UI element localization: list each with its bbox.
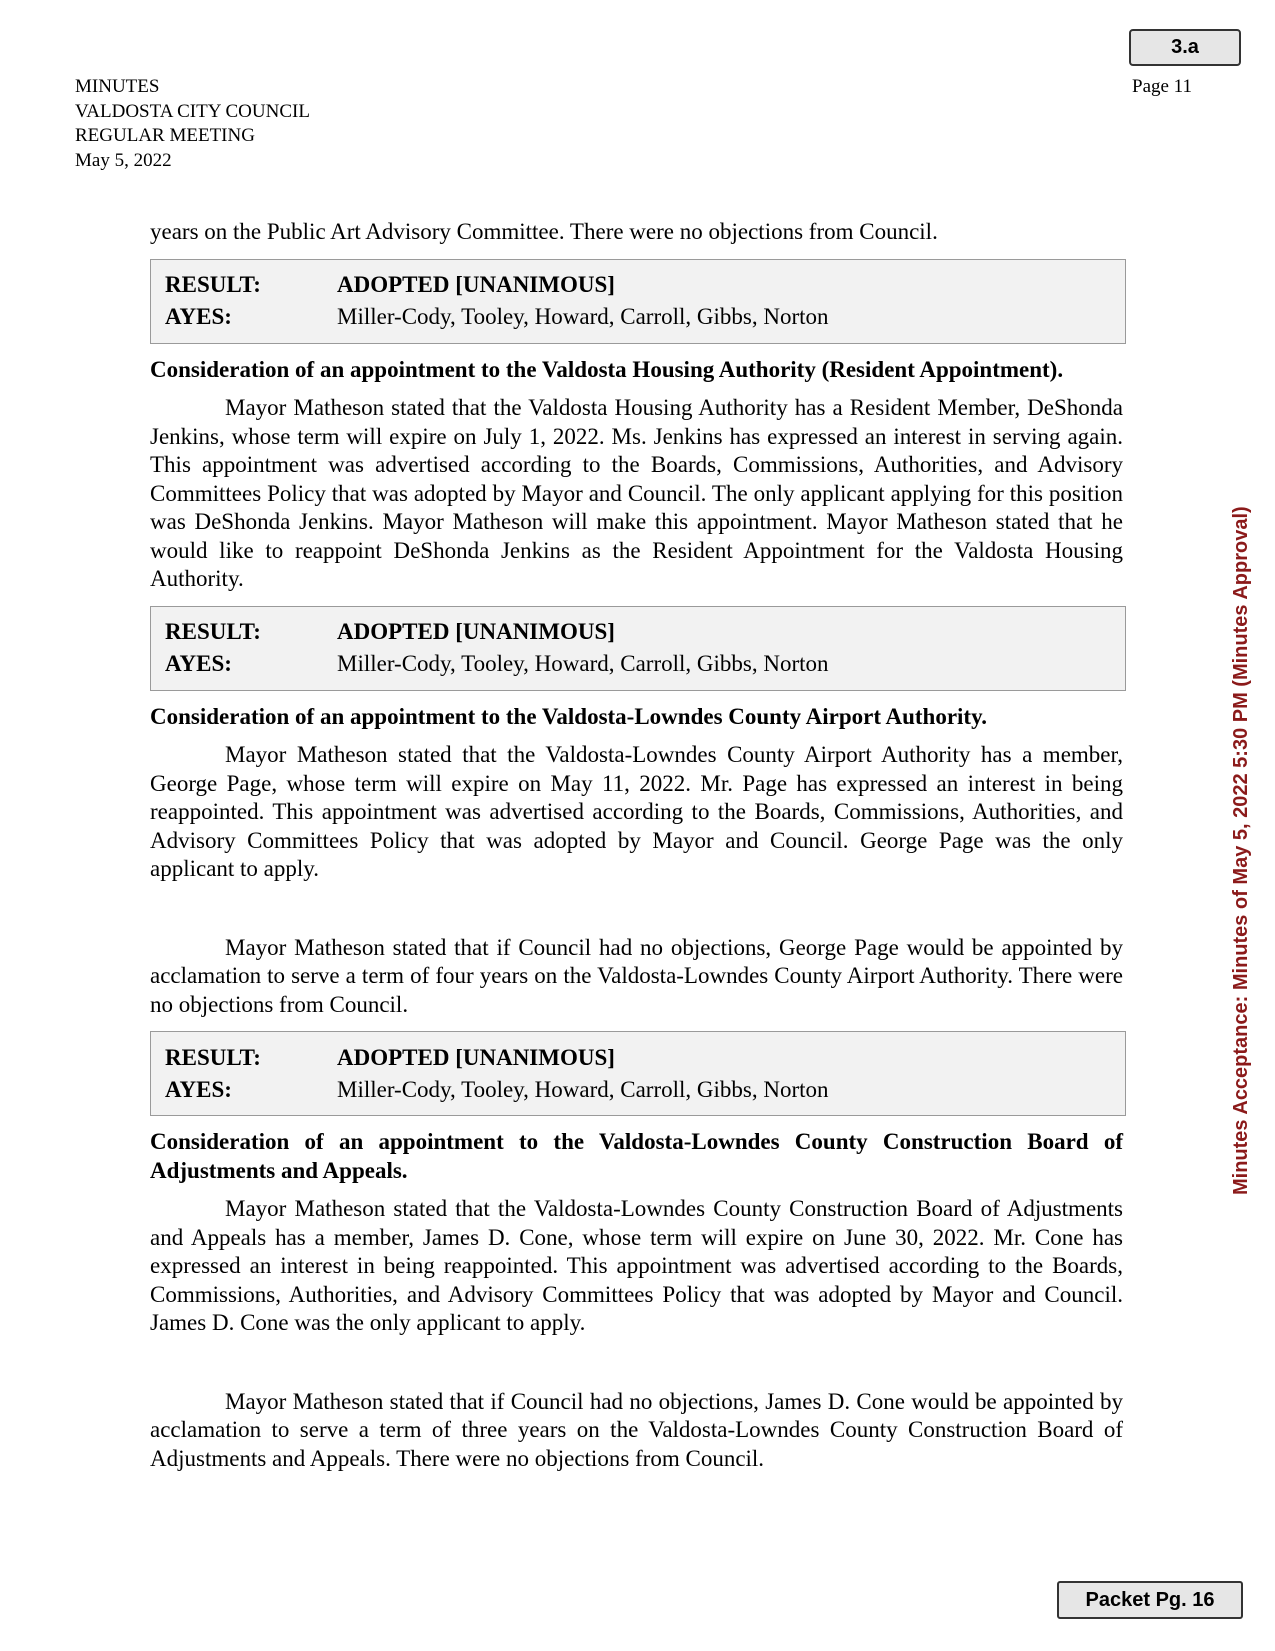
header-date: May 5, 2022: [75, 149, 172, 171]
section-paragraph: Mayor Matheson stated that the Valdosta-Lowndes County Airport Authority has a member, George Page, whose term will expire on May 11, 2022. Mr. Page has expressed an interest in being reappointed. This appointment was advertised according to the Boards, Commissions, Authorities, and Advisory Committees Policy that was adopted by Mayor and Council. George Page was the only applicant to apply.: [150, 742, 1123, 881]
section-heading: Consideration of an appointment to the Valdosta Housing Authority (Resident Appointment).: [150, 356, 1064, 382]
result-box: [150, 606, 1126, 691]
section-paragraph: Mayor Matheson stated that if Council had no objections, George Page would be appointed by acclamation to serve a term of four years on the Valdosta-Lowndes County Airport Authority. There were no objections from Council.: [150, 934, 1123, 1017]
item-tag: 3.a: [1129, 29, 1241, 66]
document-header: [75, 75, 310, 173]
result-value: ADOPTED [UNANIMOUS]: [337, 1044, 615, 1070]
section-paragraph: Mayor Matheson stated that if Council had no objections, James D. Cone would be appointed by acclamation to serve a term of three years on the Valdosta-Lowndes County Construction Board of Adjustments and Appeals. There were no objections from Council.: [150, 1388, 1123, 1471]
ayes-label: AYES:: [165, 304, 232, 330]
header-organization: VALDOSTA CITY COUNCIL: [75, 100, 310, 122]
result-box: [150, 259, 1126, 344]
result-label: RESULT:: [165, 272, 261, 298]
result-value: ADOPTED [UNANIMOUS]: [337, 272, 615, 298]
ayes-label: AYES:: [165, 1076, 232, 1102]
intro-paragraph: years on the Public Art Advisory Committee. There were no objections from Council.: [150, 219, 938, 244]
section-paragraph: Mayor Matheson stated that the Valdosta-Lowndes County Construction Board of Adjustments and Appeals has a member, James D. Cone, whose term will expire on June 30, 2022. Mr. Cone has expressed an interest in being reappointed. This appointment was advertised according to the Boards, Commissions, Authorities, and Advisory Committees Policy that was adopted by Mayor and Council. James D. Cone was the only applicant to apply.: [150, 1196, 1123, 1335]
result-value: ADOPTED [UNANIMOUS]: [337, 619, 615, 645]
packet-page-label: Packet Pg. 16: [1057, 1581, 1243, 1619]
document-body: [150, 218, 1123, 1473]
ayes-value: Miller-Cody, Tooley, Howard, Carroll, Gibbs, Norton: [337, 1076, 829, 1102]
minutes-acceptance-stamp: Minutes Acceptance: Minutes of May 5, 2022 5:30 PM (Minutes Approval): [1230, 506, 1252, 1195]
ayes-value: Miller-Cody, Tooley, Howard, Carroll, Gibbs, Norton: [337, 651, 829, 677]
header-title: MINUTES: [75, 76, 160, 97]
result-label: RESULT:: [165, 619, 261, 645]
ayes-value: Miller-Cody, Tooley, Howard, Carroll, Gibbs, Norton: [337, 304, 829, 330]
header-meeting-type: REGULAR MEETING: [75, 125, 255, 146]
page-number: Page 11: [1132, 76, 1192, 97]
section-heading: Consideration of an appointment to the Valdosta-Lowndes County Airport Authority.: [150, 703, 988, 729]
result-label: RESULT:: [165, 1044, 261, 1070]
section-heading: Consideration of an appointment to the Valdosta-Lowndes County Construction Board of Adjustments and Appeals.: [150, 1129, 1123, 1183]
ayes-label: AYES:: [165, 651, 232, 677]
section-paragraph: Mayor Matheson stated that the Valdosta Housing Authority has a Resident Member, DeShonda Jenkins, whose term will expire on July 1, 2022. Ms. Jenkins has expressed an interest in serving again. This appointment was advertised according to the Boards, Commissions, Authorities, and Advisory Committees Policy that was adopted by Mayor and Council. The only applicant applying for this position was DeShonda Jenkins. Mayor Matheson will make this appointment. Mayor Matheson stated that he would like to reappoint DeShonda Jenkins as the Resident Appointment for the Valdosta Housing Authority.: [150, 395, 1123, 591]
result-box: [150, 1031, 1126, 1116]
